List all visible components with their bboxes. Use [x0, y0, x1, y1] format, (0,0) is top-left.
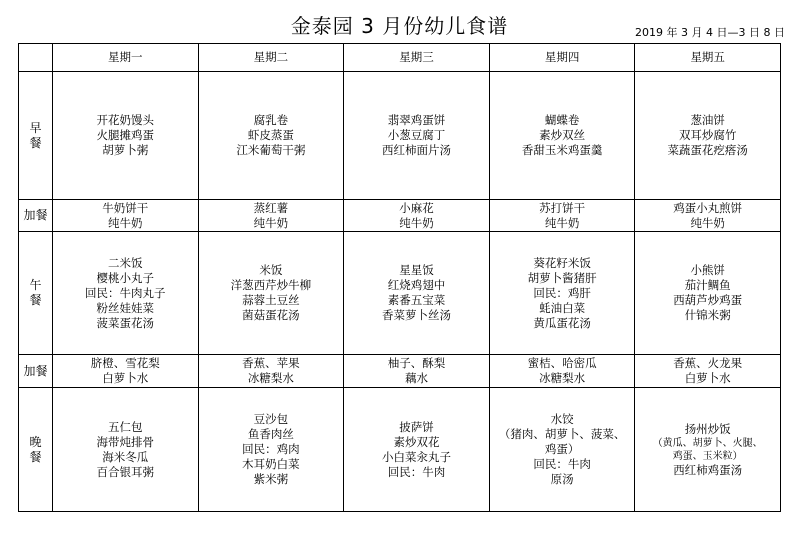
dish-item: 西红柿面片汤	[381, 143, 451, 157]
dish-item: 回民：牛肉	[533, 457, 591, 471]
dish-item: 星星饭	[399, 263, 434, 277]
menu-cell	[53, 355, 199, 388]
dish-item: 纯牛奶	[108, 215, 143, 230]
dish-item: 海带炖排骨	[96, 434, 155, 449]
dish-item: 洋葱西芹炒牛柳	[230, 278, 312, 292]
meal-label-snack1: 加餐	[19, 200, 53, 232]
meal-label-char: 餐	[29, 449, 42, 464]
day-header: 星期四	[489, 44, 635, 72]
menu-cell	[198, 232, 344, 355]
dish-item: 鸡蛋）	[544, 442, 580, 456]
dish-item: 小白菜汆丸子	[381, 449, 451, 464]
dish-item: 粉丝娃娃菜	[96, 300, 155, 315]
dish-item: 海米冬瓜	[102, 449, 149, 464]
dish-ingredients: 鸡蛋、玉米粒）	[672, 450, 743, 462]
menu-cell	[635, 200, 781, 232]
header-row	[19, 44, 781, 72]
dish-item: 五仁包	[108, 419, 143, 434]
dish-item: 米饭	[259, 263, 283, 277]
dish-item: 翡翠鸡蛋饼	[387, 113, 446, 127]
dish-item: 小麻花	[399, 200, 434, 215]
dish-item: 西红柿鸡蛋汤	[673, 462, 743, 477]
menu-cell	[489, 232, 635, 355]
dish-item: 菌菇蛋花汤	[242, 308, 300, 322]
dish-item: 菜蔬蛋花疙瘩汤	[667, 143, 748, 157]
dish-item: 纯牛奶	[690, 215, 725, 230]
day-header: 星期五	[635, 44, 781, 72]
meal-label-char: 早	[29, 120, 42, 135]
dish-item: 虾皮蒸蛋	[247, 128, 294, 142]
snack2-row	[19, 355, 781, 388]
dish-item: 冰糖梨水	[247, 371, 294, 385]
meal-label-snack2: 加餐	[19, 355, 53, 388]
dish-item: 西葫芦炒鸡蛋	[673, 293, 743, 307]
meal-label-char: 餐	[29, 293, 42, 307]
meal-label-char: 午	[29, 278, 42, 292]
lunch-row	[19, 232, 781, 355]
dish-item: 素炒双丝	[539, 128, 586, 142]
dish-item: 蝴蝶卷	[544, 113, 580, 127]
menu-cell	[344, 355, 490, 388]
dish-item: 樱桃小丸子	[96, 270, 155, 285]
dish-item: 江米葡萄干粥	[236, 143, 306, 157]
dish-item: 披萨饼	[399, 419, 434, 434]
menu-cell	[344, 232, 490, 355]
dish-item: 脐橙、雪花梨	[90, 356, 160, 370]
dish-item: 火腿摊鸡蛋	[96, 128, 155, 142]
breakfast-row	[19, 72, 781, 200]
day-header: 星期二	[198, 44, 344, 72]
dish-item: 什锦米粥	[684, 308, 731, 322]
dish-item: 葱油饼	[690, 113, 725, 127]
dish-item: 黄瓜蛋花汤	[533, 315, 591, 330]
dish-item: 蒜蓉土豆丝	[242, 293, 300, 307]
corner-cell	[19, 44, 53, 72]
dish-item: （猪肉、胡萝卜、菠菜、	[498, 427, 626, 441]
dish-item: 回民：鸡肉	[242, 442, 300, 456]
day-header: 星期三	[344, 44, 490, 72]
menu-cell	[489, 355, 635, 388]
menu-cell	[489, 72, 635, 200]
menu-cell	[53, 388, 199, 512]
dish-item: 素炒双花	[393, 434, 440, 449]
dinner-row	[19, 388, 781, 512]
meal-label-char: 晚	[29, 434, 42, 449]
dish-item: 鱼香肉丝	[247, 427, 294, 441]
menu-cell	[344, 200, 490, 232]
dish-item: 木耳奶白菜	[242, 457, 300, 471]
dish-item: 牛奶饼干	[102, 200, 149, 215]
menu-cell	[198, 200, 344, 232]
meal-label-dinner	[19, 388, 53, 512]
date-range: 2019 年 3 月 4 日—3 日 8 日	[635, 26, 785, 39]
menu-cell	[635, 232, 781, 355]
meal-label-breakfast	[19, 72, 53, 200]
menu-cell	[635, 355, 781, 388]
dish-item: 苏打饼干	[539, 200, 586, 215]
dish-item: 回民：鸡肝	[533, 285, 591, 300]
dish-item: 蒸红薯	[253, 200, 289, 215]
dish-item: 腐乳卷	[253, 113, 289, 127]
menu-cell	[344, 72, 490, 200]
dish-item: 素番五宝菜	[387, 293, 446, 307]
dish-item: 藕水	[404, 371, 428, 385]
dish-item: 小熊饼	[690, 263, 725, 277]
menu-cell	[489, 200, 635, 232]
dish-item: 二米饭	[108, 255, 143, 270]
meal-label-char: 餐	[29, 135, 42, 150]
page-title: 金泰园 3 月份幼儿食谱	[290, 14, 509, 38]
dish-item: 鸡蛋小丸煎饼	[673, 200, 743, 215]
dish-item: 扬州炒饭	[684, 421, 731, 436]
menu-cell	[53, 232, 199, 355]
dish-item: 香蕉、苹果	[242, 356, 300, 370]
dish-item: 豆沙包	[253, 412, 289, 426]
menu-cell	[198, 388, 344, 512]
dish-item: 柚子、酥梨	[387, 356, 446, 370]
dish-item: 纯牛奶	[399, 215, 434, 230]
menu-cell	[489, 388, 635, 512]
dish-item: 菠菜蛋花汤	[96, 315, 155, 330]
meal-label-lunch	[19, 232, 53, 355]
dish-item: 香蕉、火龙果	[673, 356, 743, 370]
dish-item: 红烧鸡翅中	[387, 278, 446, 292]
dish-item: 纯牛奶	[544, 215, 580, 230]
day-header: 星期一	[53, 44, 199, 72]
dish-item: 百合银耳粥	[96, 464, 155, 479]
dish-item: 胡萝卜粥	[102, 143, 149, 157]
dish-item: 水饺	[550, 412, 574, 426]
menu-cell	[198, 355, 344, 388]
dish-item: 蜜桔、哈密瓜	[527, 356, 597, 370]
dish-item: 香菜萝卜丝汤	[381, 308, 451, 322]
dish-item: 冰糖梨水	[539, 371, 586, 385]
menu-cell	[53, 200, 199, 232]
dish-item: 香甜玉米鸡蛋羹	[521, 143, 603, 157]
menu-cell	[198, 72, 344, 200]
dish-item: 回民：牛肉丸子	[85, 285, 166, 300]
menu-cell	[344, 388, 490, 512]
menu-cell	[635, 388, 781, 512]
dish-item: 白萝卜水	[102, 371, 149, 385]
dish-item: 蚝油白菜	[539, 300, 586, 315]
menu-table	[18, 43, 781, 512]
dish-item: 白萝卜水	[684, 371, 731, 385]
dish-item: 小葱豆腐丁	[387, 128, 446, 142]
dish-item: 纯牛奶	[253, 215, 289, 230]
dish-item: 原汤	[550, 472, 574, 486]
dish-ingredients: （黄瓜、胡萝卜、火腿、	[652, 437, 763, 449]
dish-item: 葵花籽米饭	[533, 255, 591, 270]
menu-cell	[53, 72, 199, 200]
dish-item: 紫米粥	[253, 472, 289, 486]
dish-item: 茄汁鲷鱼	[684, 278, 731, 292]
menu-cell	[635, 72, 781, 200]
snack1-row	[19, 200, 781, 232]
dish-item: 开花奶馒头	[96, 113, 155, 127]
dish-item: 双耳炒腐竹	[678, 128, 737, 142]
dish-item: 胡萝卜酱猪肝	[527, 270, 597, 285]
dish-item: 回民：牛肉	[387, 464, 446, 479]
